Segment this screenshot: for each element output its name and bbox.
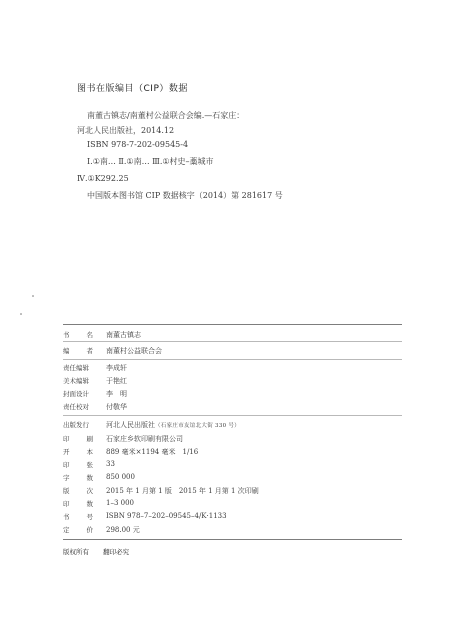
field-value: 850 000 xyxy=(106,473,135,481)
cip-line-4: Ⅰ.①南… Ⅱ.①南… Ⅲ.①村史–藁城市 xyxy=(87,157,214,166)
field-label: 版 次 xyxy=(63,487,93,495)
field-value: 李 明 xyxy=(106,390,127,398)
field-label: 出版发行 xyxy=(63,421,89,429)
field-value: 于艳红 xyxy=(106,377,127,385)
scan-speck xyxy=(32,295,34,297)
cip-line-6: 中国版本图书馆 CIP 数据核字（2014）第 281617 号 xyxy=(87,191,283,200)
cip-heading: 图书在版编目（CIP）数据 xyxy=(77,84,188,94)
publisher-address: （石家庄市友谊北大街 330 号） xyxy=(155,423,241,429)
field-value: ISBN 978–7–202–09545–4/K·1133 xyxy=(106,512,227,520)
field-label: 责任校对 xyxy=(63,403,89,411)
publisher-name: 河北人民出版社 xyxy=(106,421,155,429)
colophon-top-rule xyxy=(63,324,402,325)
field-label: 封面设计 xyxy=(63,390,89,398)
field-label: 美术编辑 xyxy=(63,377,89,385)
field-label: 编 者 xyxy=(63,347,93,355)
field-value: 石家庄乡软印刷有限公司 xyxy=(106,435,183,443)
field-label: 书 号 xyxy=(63,513,93,521)
editor-value: 南董村公益联合会 xyxy=(106,347,162,355)
copyright-warning: 翻印必究 xyxy=(103,548,130,556)
field-label: 书 名 xyxy=(63,331,93,339)
scan-speck xyxy=(20,313,22,315)
cip-line-3: ISBN 978-7-202-09545-4 xyxy=(87,140,189,149)
copyright-rights: 版权所有 xyxy=(63,548,89,556)
colophon-rule xyxy=(63,359,402,360)
book-title-value: 南董古镇志 xyxy=(106,331,141,339)
colophon-rule xyxy=(63,415,402,416)
field-value: 付敬华 xyxy=(106,403,127,411)
cip-line-2: 河北人民出版社，2014.12 xyxy=(77,126,175,135)
field-label: 定 价 xyxy=(63,526,93,534)
field-label: 责任编辑 xyxy=(63,364,89,372)
field-label: 印 刷 xyxy=(63,435,93,443)
field-value: 2015 年 1 月第 1 版 2015 年 1 月第 1 次印刷 xyxy=(106,487,259,495)
field-label: 印 张 xyxy=(63,461,93,469)
field-value: 李成轩 xyxy=(106,364,127,372)
field-value: 1–3 000 xyxy=(106,499,134,507)
field-value: 298.00 元 xyxy=(106,526,140,534)
cip-line-1: 南董古镇志/南董村公益联合会编.—石家庄： xyxy=(87,111,245,120)
field-value xyxy=(106,420,240,430)
field-label: 字 数 xyxy=(63,474,93,482)
colophon-bottom-rule xyxy=(63,539,402,540)
cip-line-5: Ⅳ.①K292.25 xyxy=(77,174,129,183)
colophon-rule xyxy=(63,341,402,342)
copyright-notice xyxy=(63,547,129,556)
field-value: 33 xyxy=(106,460,115,468)
field-value: 889 毫米×1194 毫米 1/16 xyxy=(106,448,199,456)
field-label: 开 本 xyxy=(63,448,93,456)
field-label: 印 数 xyxy=(63,500,93,508)
